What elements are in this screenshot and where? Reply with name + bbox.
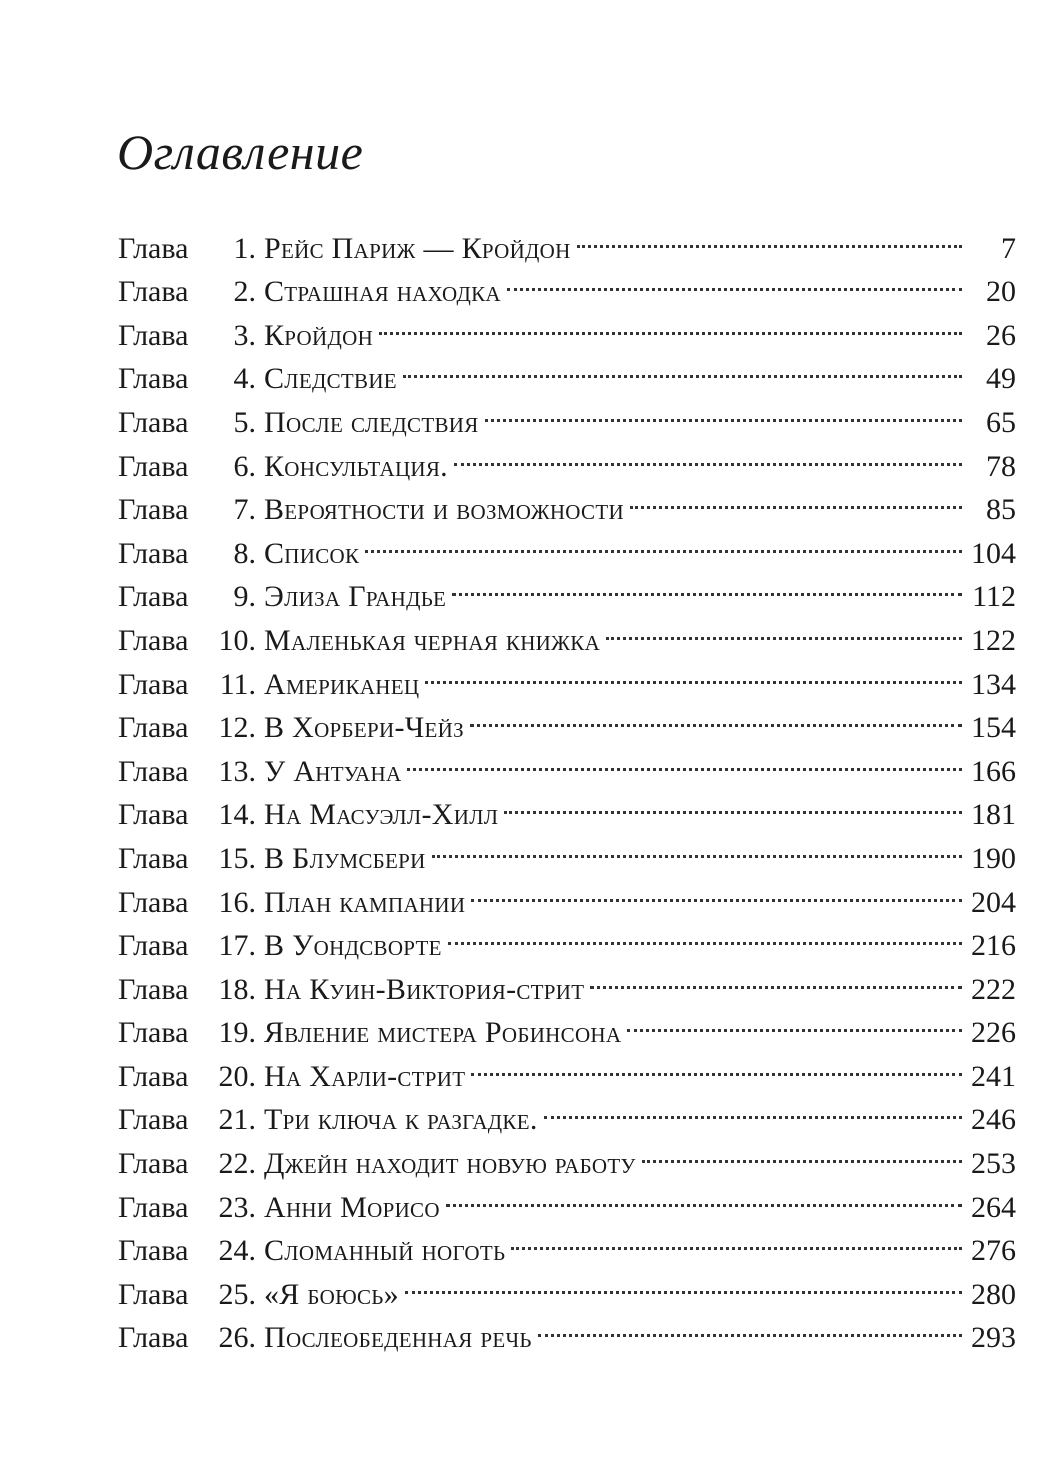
dot-leader [544,1086,962,1130]
chapter-prefix: Глава [118,449,189,483]
dot-leader [446,1173,962,1217]
dot-leader [454,432,962,476]
chapter-title: На Масуэлл-Хилл [264,798,499,832]
chapter-title: Вероятности и возможности [264,493,624,527]
dot-leader [407,737,962,781]
dot-leader [577,214,962,258]
dot-leader [403,345,962,389]
chapter-title: Джейн находит новую работу [264,1147,636,1181]
chapter-title: Американец [264,667,420,701]
chapter-number: 2. [233,275,256,309]
page-number: 276 [971,1234,1016,1268]
page-number: 7 [1001,231,1016,265]
chapter-number: 12. [218,711,256,745]
chapter-prefix: Глава [118,885,189,919]
chapter-number: 5. [233,405,256,439]
page-number: 264 [971,1190,1016,1224]
dot-leader [452,563,962,607]
chapter-title: «Я боюсь» [264,1277,399,1311]
chapter-number: 24. [218,1234,256,1268]
chapter-title: В Блумсбери [264,841,426,875]
chapter-number: 6. [233,449,256,483]
chapter-number: 13. [218,754,256,788]
dot-leader [627,999,962,1043]
page-number: 78 [986,449,1016,483]
chapter-title: В Уондсворте [264,929,442,963]
dot-leader [485,388,962,432]
chapter-number: 10. [218,623,256,657]
page-number: 293 [971,1321,1016,1355]
page-number: 190 [971,841,1016,875]
page-number: 49 [986,362,1016,396]
chapter-prefix: Глава [118,231,189,265]
chapter-number: 22. [218,1147,256,1181]
chapter-title: Страшная находка [264,275,501,309]
chapter-title: Консультация. [264,449,448,483]
chapter-number: 3. [233,318,256,352]
chapter-title: У Антуана [264,754,402,788]
chapter-prefix: Глава [118,362,189,396]
chapter-title: Кройдон [264,318,374,352]
chapter-number: 9. [233,580,256,614]
page-number: 20 [986,275,1016,309]
chapter-number: 16. [218,885,256,919]
chapter-prefix: Глава [118,318,189,352]
page-number: 241 [971,1059,1016,1093]
chapter-prefix: Глава [118,275,189,309]
chapter-prefix: Глава [118,929,189,963]
chapter-prefix: Глава [118,493,189,527]
chapter-title: На Куин-Виктория-стрит [264,972,585,1006]
chapter-title: Рейс Париж — Кройдон [264,231,571,265]
dot-leader [642,1129,962,1173]
chapter-prefix: Глава [118,536,189,570]
chapter-number: 23. [218,1190,256,1224]
chapter-number: 8. [233,536,256,570]
page-number: 65 [986,405,1016,439]
chapter-title: Список [264,536,360,570]
dot-leader [590,955,962,999]
chapter-number: 7. [233,493,256,527]
chapter-number: 20. [218,1059,256,1093]
chapter-title: В Хорбери-Чейз [264,711,464,745]
dot-leader [405,1260,962,1304]
chapter-title: На Харли-стрит [264,1059,466,1093]
chapter-number: 19. [218,1016,256,1050]
chapter-title: Анни Морисо [264,1190,440,1224]
dot-leader [538,1304,962,1348]
page-title: Оглавление [117,124,364,180]
chapter-title: Послеобеденная речь [264,1321,532,1355]
chapter-prefix: Глава [118,1103,189,1137]
toc-entry[interactable] [118,214,1016,265]
dot-leader [425,650,962,694]
chapter-number: 4. [233,362,256,396]
chapter-number: 25. [218,1277,256,1311]
chapter-prefix: Глава [118,667,189,701]
dot-leader [511,1217,962,1261]
chapter-prefix: Глава [118,1059,189,1093]
chapter-number: 11. [219,667,256,701]
chapter-number: 18. [218,972,256,1006]
dot-leader [379,301,962,345]
chapter-prefix: Глава [118,580,189,614]
page-number: 204 [971,885,1016,919]
chapter-prefix: Глава [118,1321,189,1355]
chapter-prefix: Глава [118,841,189,875]
page-number: 26 [986,318,1016,352]
table-of-contents [118,214,1016,1355]
page-number: 226 [971,1016,1016,1050]
page-number: 154 [971,711,1016,745]
chapter-prefix: Глава [118,1277,189,1311]
dot-leader [448,912,962,956]
chapter-number: 1. [233,231,256,265]
dot-leader [432,824,962,868]
page-number: 85 [986,493,1016,527]
chapter-prefix: Глава [118,798,189,832]
chapter-title: Элиза Грандье [264,580,447,614]
dot-leader [504,781,962,825]
chapter-title: План кампании [264,885,466,919]
page-number: 122 [971,623,1016,657]
chapter-prefix: Глава [118,1016,189,1050]
chapter-prefix: Глава [118,711,189,745]
dot-leader [507,258,962,302]
page-number: 253 [971,1147,1016,1181]
chapter-title: Следствие [264,362,397,396]
page-number: 134 [971,667,1016,701]
page-number: 112 [972,580,1016,614]
chapter-title: После следствия [264,405,479,439]
page-number: 222 [971,972,1016,1006]
chapter-prefix: Глава [118,1234,189,1268]
page-number: 280 [971,1277,1016,1311]
page-number: 181 [971,798,1016,832]
chapter-title: Явление мистера Робинсона [264,1016,622,1050]
dot-leader [470,694,962,738]
page-number: 246 [971,1103,1016,1137]
chapter-number: 17. [218,929,256,963]
page-number: 104 [971,536,1016,570]
dot-leader [365,519,962,563]
chapter-prefix: Глава [118,1190,189,1224]
chapter-prefix: Глава [118,972,189,1006]
dot-leader [606,606,962,650]
chapter-prefix: Глава [118,623,189,657]
dot-leader [630,476,962,520]
page-number: 166 [971,754,1016,788]
dot-leader [471,868,962,912]
chapter-prefix: Глава [118,754,189,788]
chapter-title: Три ключа к разгадке. [264,1103,538,1137]
chapter-prefix: Глава [118,405,189,439]
page-number: 216 [971,929,1016,963]
chapter-title: Сломанный ноготь [264,1234,506,1268]
chapter-number: 14. [218,798,256,832]
chapter-prefix: Глава [118,1147,189,1181]
chapter-number: 21. [218,1103,256,1137]
chapter-title: Маленькая черная книжка [264,623,601,657]
dot-leader [471,1042,962,1086]
chapter-number: 26. [218,1321,256,1355]
chapter-number: 15. [218,841,256,875]
